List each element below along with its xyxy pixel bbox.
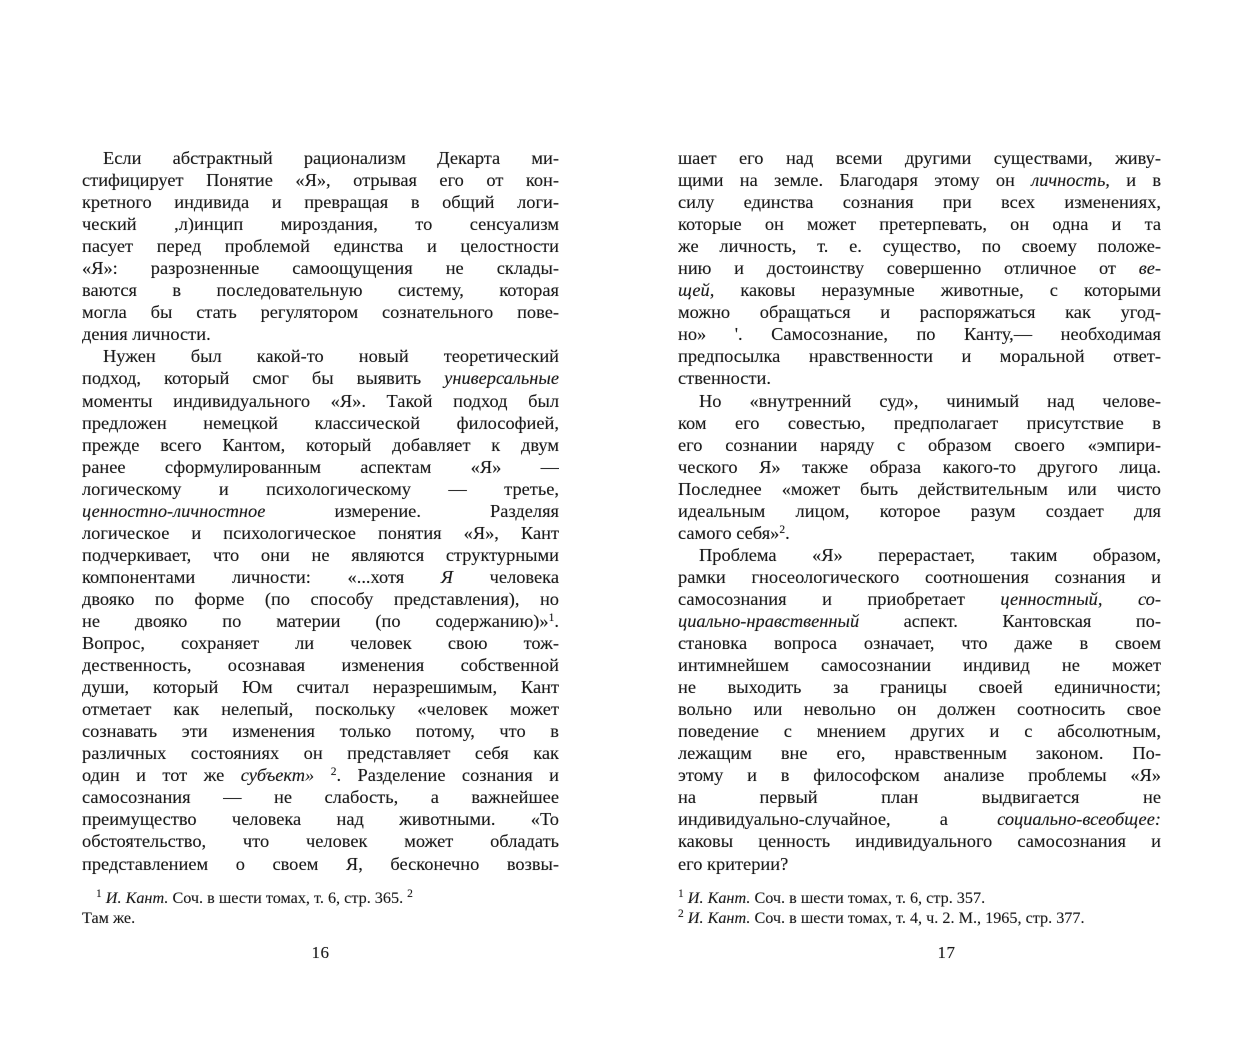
text-line: стифицирует Понятие «Я», отрывая его от кон- — [82, 170, 559, 191]
text-line: вольно или невольно он должен соотносить свое — [678, 699, 1161, 720]
text-line: индивидуально-случайное, а социально-всеобщее: — [678, 809, 1161, 830]
text-line: прежде всего Кантом, который добавляет к двум — [82, 434, 559, 455]
text-line: Нужен был какой-то новый теоретический — [103, 346, 559, 367]
text-line: идеальным лицом, которое разум создает для — [678, 500, 1161, 521]
text-line: Если абстрактный рационализм Декарта ми- — [103, 148, 559, 168]
text-line: кретного индивида и превращая в общий логи- — [82, 192, 559, 213]
text-line: не выходить за границы своей единичности; — [678, 677, 1161, 698]
text-line: преимущество человека над животными. «То — [82, 809, 559, 830]
page-16-text-column — [82, 147, 559, 875]
page-17-text-column — [678, 147, 1161, 875]
text-line: поведение с мнением других и с абсолютным, — [678, 721, 1161, 742]
text-line: логическому и психологическому — третье, — [82, 478, 559, 499]
text-line: предпосылка нравственности и моральной ответ- — [678, 346, 1161, 367]
text-line: Проблема «Я» перерастает, таким образом, — [699, 544, 1161, 565]
text-line: щими на земле. Благодаря этому он личность, и в — [678, 170, 1161, 191]
text-line: лежащим вне его, нравственным законом. По- — [678, 743, 1161, 764]
text-line: рамки гносеологического соотношения сознания и — [678, 566, 1161, 587]
text-line: шает его над всеми другими существами, живу- — [678, 148, 1161, 168]
text-line: один и тот же субъект» $^2$. Разделение сознания и — [82, 765, 559, 786]
page-16 — [82, 147, 559, 963]
footnote-line: $^1$ И. Кант. Соч. в шести томах, т. 6, стр. 357. — [678, 887, 986, 907]
text-line: дественность, осознавая изменения собственной — [82, 655, 559, 676]
text-line: циально-нравственный аспект. Кантовская по- — [678, 610, 1161, 631]
text-line: ческий ,л)инцип мироздания, то сенсуализм — [82, 214, 559, 235]
text-line: Но «внутренний суд», чинимый над челове- — [699, 390, 1161, 411]
page-number-16: 16 — [311, 942, 330, 962]
text-line: ком его совестью, предполагает присутствие в — [678, 412, 1161, 433]
page-16-footnotes — [82, 888, 559, 928]
text-line: компонентами личности: «...хотя Я человека — [82, 566, 559, 587]
footnote-line: $^2$ И. Кант. Соч. в шести томах, т. 4, ч. 2. М., 1965, стр. 377. — [678, 907, 1085, 927]
text-line: Последнее «может быть действительным или чисто — [678, 478, 1161, 499]
text-line: «Я»: разрозненные самоощущения не склады- — [82, 258, 559, 279]
text-line: самого себя»$^2$. — [678, 522, 790, 543]
text-line: отметает как нелепый, поскольку «человек может — [82, 699, 559, 720]
text-line: становка вопроса означает, что даже в своем — [678, 633, 1161, 654]
text-line: которые он может претерпевать, он одна и та — [678, 214, 1161, 235]
footnote-line: Там же. — [82, 908, 136, 927]
page-17-footnotes — [678, 888, 1161, 928]
text-line: моменты индивидуального «Я». Такой подход был — [82, 390, 559, 411]
text-line: можно обращаться и распоряжаться как угод- — [678, 302, 1161, 323]
text-line: ческого Я» также образа какого-то другого лица. — [678, 456, 1161, 477]
text-line: Вопрос, сохраняет ли человек свою тож- — [82, 633, 559, 654]
footnote-line: $^1$ И. Кант. Соч. в шести томах, т. 6, стр. 365. $^2$ — [96, 887, 413, 907]
text-line: могла бы стать регулятором сознательного пове- — [82, 302, 559, 323]
text-line: самосознания — не слабость, а важнейшее — [82, 787, 559, 808]
text-line: логическое и психологическое понятия «Я», Кант — [82, 522, 559, 543]
text-line: на первый план выдвигается не — [678, 787, 1161, 808]
text-line: двояко по форме (по способу представления), но — [82, 588, 559, 609]
text-line: души, который Юм считал неразрешимым, Кант — [82, 677, 559, 698]
text-line: но» '. Самосознание, по Канту,— необходимая — [678, 324, 1161, 345]
text-line: предложен немецкой классической философией, — [82, 412, 559, 433]
page-number-17: 17 — [937, 942, 956, 962]
text-line: различных состояниях он представляет себя как — [82, 743, 559, 764]
text-line: дения личности. — [82, 324, 211, 345]
page-17 — [678, 147, 1161, 963]
text-line: каковы ценность индивидуального самосознания и — [678, 831, 1161, 852]
text-line: представлением о своем Я, бесконечно возвы- — [82, 853, 559, 874]
text-line: его сознании наряду с образом своего «эмпири- — [678, 434, 1161, 455]
text-line: этому и в философском анализе проблемы «Я» — [678, 765, 1161, 786]
text-line: обстоятельство, что человек может обладать — [82, 831, 559, 852]
text-line: подход, который смог бы выявить универсальные — [82, 368, 559, 389]
text-line: не двояко по материи (по содержанию)»$^1$. — [82, 610, 559, 631]
text-line: ственности. — [678, 368, 771, 389]
text-line: сознавать эти изменения только потому, что в — [82, 721, 559, 742]
text-line: пасует перед проблемой единства и целостности — [82, 236, 559, 257]
text-line: его критерии? — [678, 853, 789, 874]
text-line: ценностно-личностное измерение. Разделяя — [82, 500, 559, 521]
text-line: нию и достоинству совершенно отличное от ве- — [678, 258, 1161, 279]
text-line: ранее сформулированным аспектам «Я» — — [82, 456, 559, 477]
text-line: интимнейшем самосознании индивид не может — [678, 655, 1161, 676]
text-line: щей, каковы неразумные животные, с которыми — [678, 280, 1161, 301]
text-line: подчеркивает, что они не являются структурными — [82, 544, 559, 565]
text-line: ваются в последовательную систему, которая — [82, 280, 559, 301]
text-line: силу единства сознания при всех изменениях, — [678, 192, 1161, 213]
text-line: самосознания и приобретает ценностный, со- — [678, 588, 1161, 609]
text-line: же личность, т. е. существо, по своему положе- — [678, 236, 1161, 257]
